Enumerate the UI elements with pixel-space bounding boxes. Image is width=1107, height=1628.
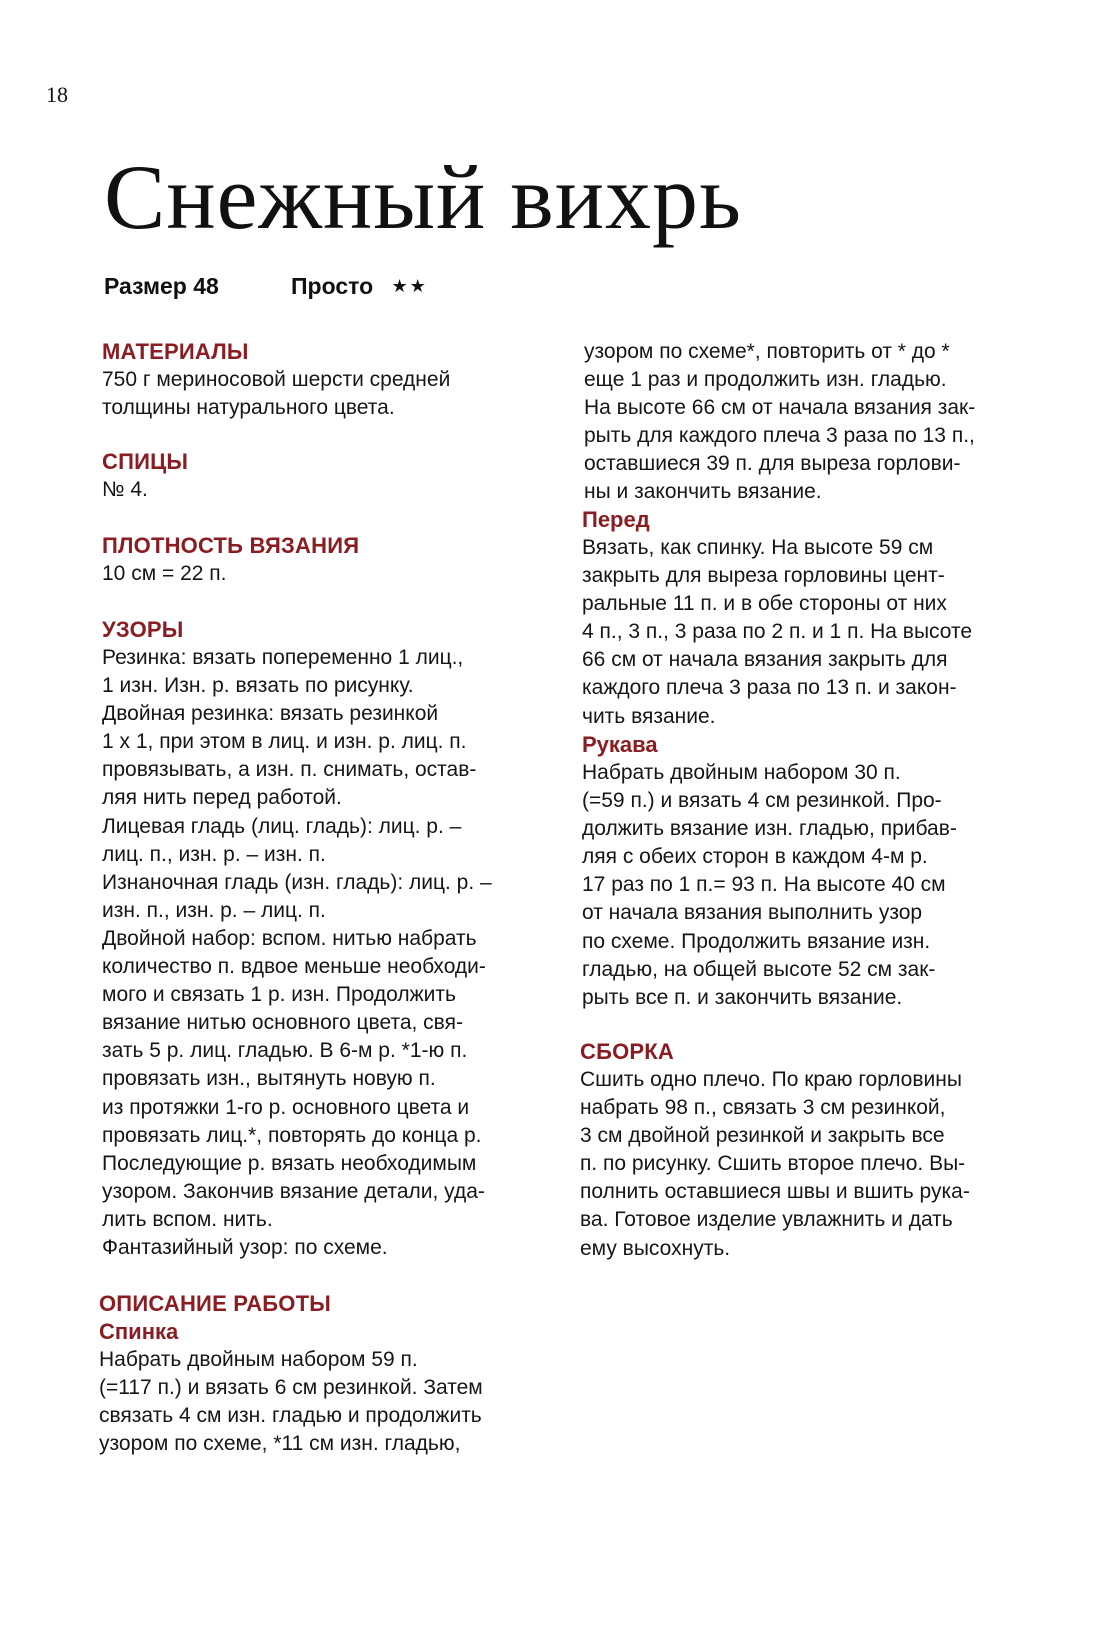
patterns-section — [102, 616, 582, 1262]
text-line: 66 см от начала вязания закрыть для — [582, 648, 948, 672]
text-line: Изнаночная гладь (изн. гладь): лиц. р. – — [102, 870, 492, 894]
text-line: 4 п., 3 п., 3 раза по 2 п. и 1 п. На высоте — [582, 620, 973, 644]
patterns-text — [102, 644, 582, 1262]
text-line: 1 х 1, при этом в лиц. и изн. р. лиц. п. — [102, 730, 467, 754]
text-line: 3 см двойной резинкой и закрыть все — [580, 1124, 945, 1148]
front-heading: Перед — [582, 507, 650, 532]
materials-text — [102, 366, 582, 422]
gauge-section — [102, 532, 582, 588]
text-line: лиц. п., изн. р. – изн. п. — [102, 842, 326, 866]
text-line: набрать 98 п., связать 3 см резинкой, — [580, 1096, 946, 1120]
text-line: ляя с обеих сторон в каждом 4-м р. — [582, 845, 928, 869]
page-number: 18 — [46, 82, 68, 107]
text-line: Двойной набор: вспом. нитью набрать — [102, 926, 477, 950]
text-line: ему высохнуть. — [580, 1236, 731, 1260]
gauge-text — [102, 560, 582, 588]
page-title: Снежный вихрь — [104, 146, 742, 248]
front-text — [582, 534, 1062, 731]
text-line: чить вязание. — [582, 704, 716, 728]
text-line: от начала вязания выполнить узор — [582, 901, 923, 925]
size-label: Размер 48 — [104, 273, 219, 299]
text-line: провязывать, а изн. п. снимать, остав- — [102, 758, 477, 782]
back-heading: Спинка — [99, 1319, 179, 1344]
text-line: мого и связать 1 р. изн. Продолжить — [102, 983, 456, 1007]
difficulty-text: Просто — [291, 273, 374, 299]
text-line: На высоте 66 см от начала вязания зак- — [584, 396, 976, 420]
needles-heading: СПИЦЫ — [102, 449, 189, 474]
text-line: количество п. вдвое меньше необходи- — [102, 955, 486, 979]
text-line: еще 1 раз и продолжить изн. гладью. — [584, 368, 947, 392]
text-line: Двойная резинка: вязать резинкой — [102, 702, 439, 726]
text-line: Набрать двойным набором 59 п. — [99, 1348, 418, 1371]
text-line: № 4. — [102, 478, 148, 501]
text-line: из протяжки 1-го р. основного цвета и — [102, 1095, 470, 1119]
assembly-section — [580, 1038, 1060, 1263]
text-line: 17 раз по 1 п.= 93 п. На высоте 40 см — [582, 873, 946, 897]
text-line: узором по схеме*, повторить от * до * — [584, 340, 950, 363]
text-line: Сшить одно плечо. По краю горловины — [580, 1068, 962, 1091]
difficulty-label — [291, 272, 428, 300]
back-continued-section — [584, 338, 1064, 507]
text-line: гладью, на общей высоте 52 см зак- — [582, 957, 936, 981]
text-line: толщины натурального цвета. — [102, 396, 395, 420]
text-line: Лицевая гладь (лиц. гладь): лиц. р. – — [102, 814, 462, 838]
materials-section — [102, 338, 582, 422]
materials-heading: МАТЕРИАЛЫ — [102, 339, 249, 364]
needles-section — [102, 448, 582, 504]
text-line: Набрать двойным набором 30 п. — [582, 761, 901, 784]
text-line: лить вспом. нить. — [102, 1207, 273, 1231]
text-line: узором. Закончив вязание детали, уда- — [102, 1179, 485, 1203]
text-line: ральные 11 п. и в обе стороны от них — [582, 592, 947, 616]
text-line: изн. п., изн. р. – лиц. п. — [102, 898, 326, 922]
text-line: зать 5 р. лиц. гладью. В 6-м р. *1-ю п. — [102, 1039, 468, 1063]
work-section — [99, 1290, 579, 1458]
text-line: оставшиеся 39 п. для выреза горлови- — [584, 452, 961, 476]
text-line: ны и закончить вязание. — [584, 480, 822, 504]
sleeves-text — [582, 759, 1062, 1012]
front-section — [582, 506, 1062, 731]
text-line: рыть все п. и закончить вязание. — [582, 985, 903, 1009]
text-line: Вязать, как спинку. На высоте 59 см — [582, 536, 934, 559]
text-line: (=59 п.) и вязать 4 см резинкой. Про- — [582, 789, 942, 813]
difficulty-stars-icon: ★★ — [391, 276, 428, 296]
text-line: 1 изн. Изн. р. вязать по рисунку. — [102, 674, 414, 698]
text-line: Фантазийный узор: по схеме. — [102, 1235, 388, 1259]
text-line: ляя нить перед работой. — [102, 786, 342, 810]
sleeves-section — [582, 731, 1062, 1012]
text-line: п. по рисунку. Сшить второе плечо. Вы- — [580, 1152, 966, 1176]
text-line: полнить оставшиеся швы и вшить рука- — [580, 1180, 970, 1204]
back-text — [99, 1346, 579, 1458]
text-line: провязать лиц.*, повторять до конца р. — [102, 1123, 482, 1147]
back-continued-text — [584, 338, 1064, 507]
patterns-heading: УЗОРЫ — [102, 617, 184, 642]
text-line: провязать изн., вытянуть новую п. — [102, 1067, 436, 1091]
text-line: рыть для каждого плеча 3 раза по 13 п., — [584, 424, 975, 448]
sleeves-heading: Рукава — [582, 732, 658, 757]
text-line: закрыть для выреза горловины цент- — [582, 564, 945, 588]
text-line: ва. Готовое изделие увлажнить и дать — [580, 1208, 953, 1232]
text-line: связать 4 см изн. гладью и продолжить — [99, 1404, 482, 1428]
text-line: должить вязание изн. гладью, прибав- — [582, 817, 957, 841]
text-line: узором по схеме, *11 см изн. гладью, — [99, 1432, 461, 1456]
text-line: вязание нитью основного цвета, свя- — [102, 1011, 463, 1035]
assembly-heading: СБОРКА — [580, 1039, 675, 1064]
gauge-heading: ПЛОТНОСТЬ ВЯЗАНИЯ — [102, 533, 360, 558]
text-line: каждого плеча 3 раза по 13 п. и закон- — [582, 676, 957, 700]
text-line: 750 г мериносовой шерсти средней — [102, 368, 451, 391]
text-line: Резинка: вязать попеременно 1 лиц., — [102, 646, 464, 669]
assembly-text — [580, 1066, 1060, 1263]
text-line: 10 см = 22 п. — [102, 562, 227, 585]
text-line: (=117 п.) и вязать 6 см резинкой. Затем — [99, 1376, 483, 1400]
work-heading: ОПИСАНИЕ РАБОТЫ — [99, 1291, 331, 1316]
needles-text — [102, 476, 582, 504]
text-line: по схеме. Продолжить вязание изн. — [582, 929, 931, 953]
text-line: Последующие р. вязать необходимым — [102, 1151, 477, 1175]
